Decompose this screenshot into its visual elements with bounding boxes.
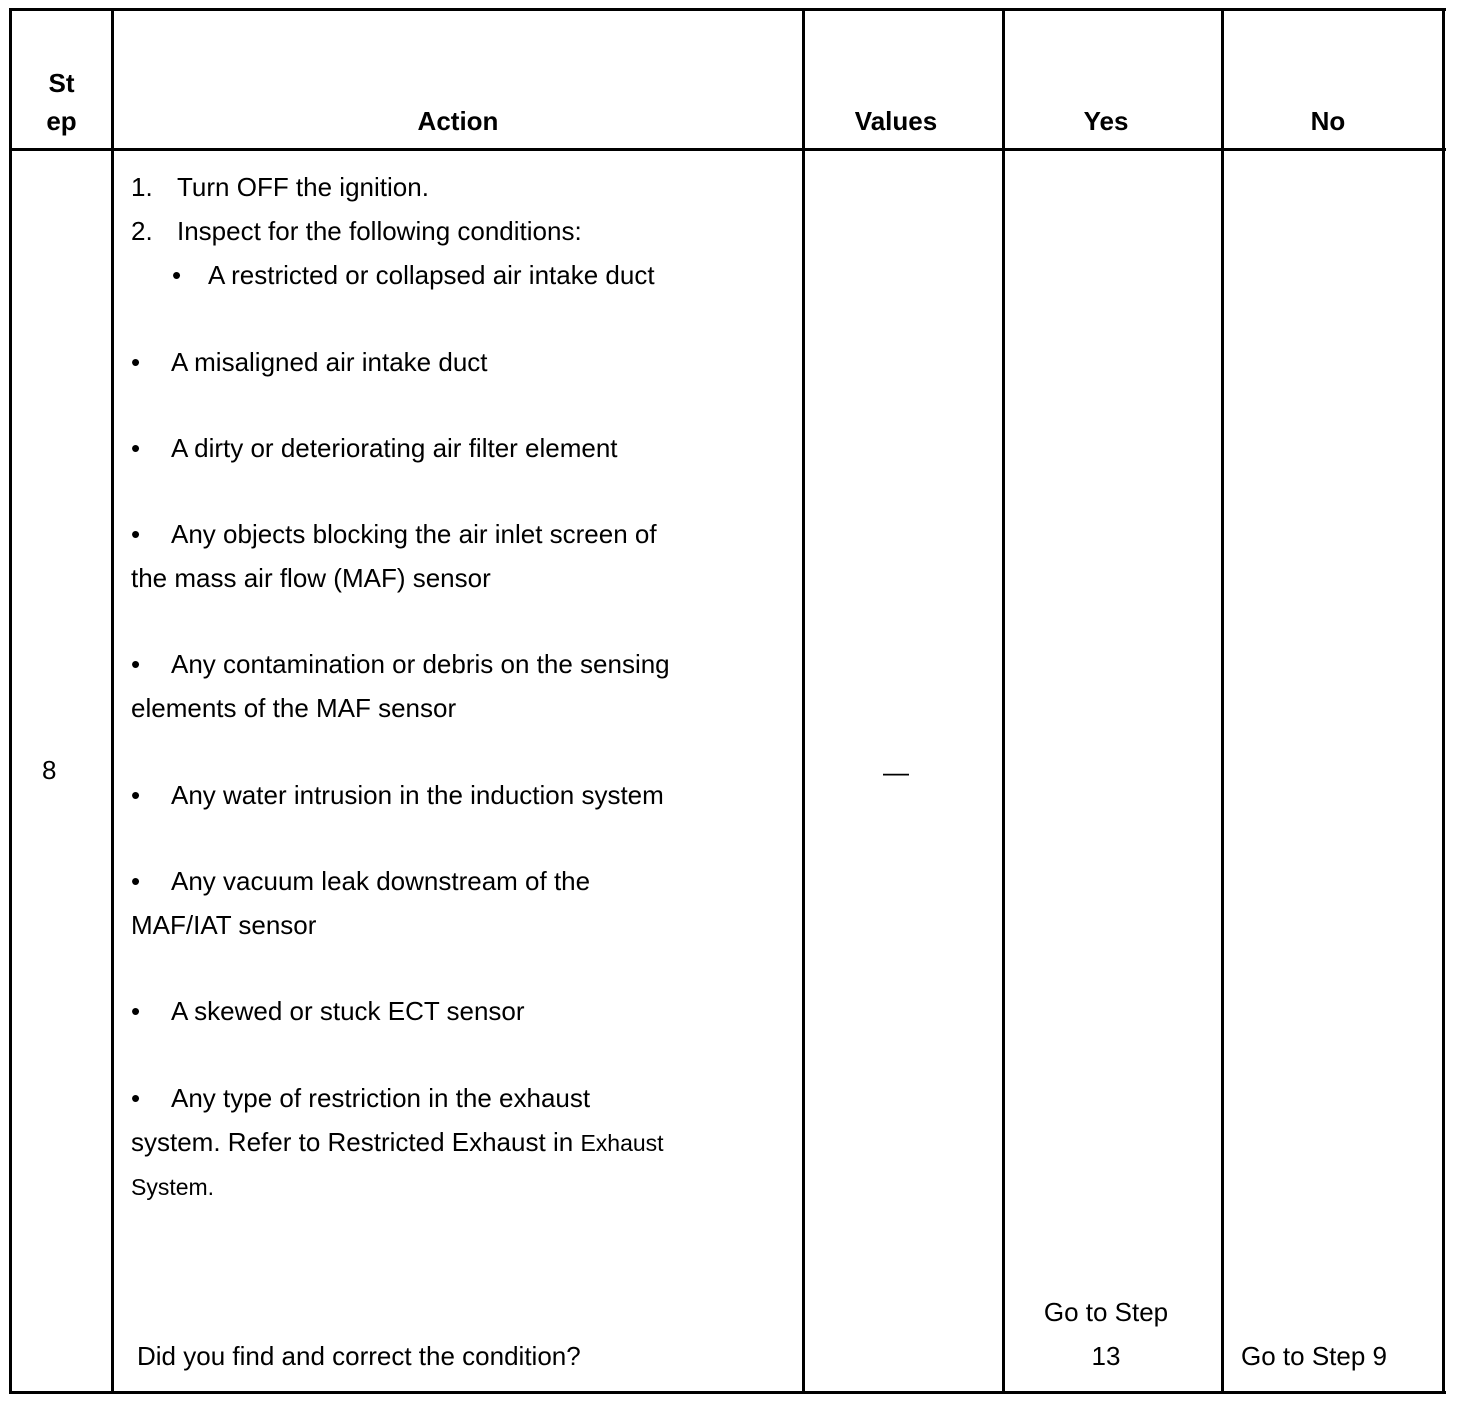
bullet-item-3-text: Any objects blocking the air inlet screen of bbox=[171, 519, 657, 549]
bullet-item-6 bbox=[131, 859, 590, 947]
numbered-item-2 bbox=[131, 209, 582, 253]
bullet-item-8-text: Any type of restriction in the exhaust bbox=[171, 1083, 591, 1113]
header-action: Action bbox=[417, 106, 499, 136]
bullet-item-6-text: Any vacuum leak downstream of the bbox=[171, 866, 591, 896]
in-word: in bbox=[552, 1127, 574, 1157]
bullet-item-8-continuation bbox=[131, 1120, 664, 1165]
bullet-item-4-text: Any contamination or debris on the sensing bbox=[171, 649, 670, 679]
table-top-border bbox=[9, 8, 1446, 11]
numbered-item-1 bbox=[131, 165, 429, 209]
table-right-border bbox=[1442, 8, 1445, 1394]
bullet-item-7 bbox=[131, 989, 525, 1033]
bullet-item-3 bbox=[131, 512, 657, 600]
sub-bullet-text: A restricted or collapsed air intake duct bbox=[208, 260, 655, 290]
bullet-item-5-text: Any water intrusion in the induction system bbox=[171, 780, 664, 810]
header-yes: Yes bbox=[1083, 106, 1129, 136]
bullet-mark: • bbox=[131, 519, 141, 549]
bullet-item-5 bbox=[131, 773, 664, 817]
header-step-line1: St bbox=[48, 68, 75, 98]
header-step bbox=[12, 64, 111, 140]
system-link-text: System. bbox=[131, 1174, 215, 1200]
numbered-item-1-text: Turn OFF the ignition. bbox=[177, 172, 429, 202]
numbered-item-2-text: Inspect for the following conditions: bbox=[177, 216, 582, 246]
bullet-item-2 bbox=[131, 426, 618, 470]
exhaust-link-text: Exhaust bbox=[580, 1130, 664, 1156]
col-divider-values bbox=[1002, 8, 1005, 1394]
header-values: Values bbox=[854, 106, 938, 136]
bullet-item-4-continuation: elements of the MAF sensor bbox=[131, 693, 457, 723]
bullet-item-6-continuation: MAF/IAT sensor bbox=[131, 910, 317, 940]
bullet-item-1-text: A misaligned air intake duct bbox=[171, 347, 488, 377]
yes-cell bbox=[1005, 1290, 1207, 1378]
bullet-item-1 bbox=[131, 340, 488, 384]
values-cell: — bbox=[883, 757, 909, 787]
bullet-mark: • bbox=[131, 866, 141, 896]
header-bottom-border bbox=[9, 148, 1446, 151]
table-bottom-border bbox=[9, 1391, 1446, 1394]
bullet-item-7-text: A skewed or stuck ECT sensor bbox=[171, 996, 525, 1026]
restricted-exhaust-reference: system. Refer to Restricted Exhaust bbox=[131, 1127, 546, 1157]
bullet-mark: • bbox=[131, 347, 141, 377]
numbered-item-2-num: 2. bbox=[131, 216, 153, 246]
bullet-mark: • bbox=[131, 433, 141, 463]
sub-bullet-mark: • bbox=[172, 260, 182, 290]
header-no: No bbox=[1310, 106, 1346, 136]
bullet-mark: • bbox=[131, 1083, 141, 1113]
question-text: Did you find and correct the condition? bbox=[137, 1341, 581, 1371]
step-number: 8 bbox=[42, 755, 57, 785]
bullet-item-2-text: A dirty or deteriorating air filter element bbox=[171, 433, 618, 463]
col-divider-step bbox=[111, 8, 114, 1394]
yes-cell-line1: Go to Step bbox=[1043, 1297, 1169, 1327]
bullet-mark: • bbox=[131, 780, 141, 810]
table-left-border bbox=[9, 8, 12, 1394]
col-divider-action bbox=[802, 8, 805, 1394]
col-divider-yes bbox=[1221, 8, 1224, 1394]
bullet-item-3-continuation: the mass air flow (MAF) sensor bbox=[131, 563, 491, 593]
no-cell: Go to Step 9 bbox=[1241, 1341, 1387, 1371]
yes-cell-line2: 13 bbox=[1091, 1341, 1121, 1371]
header-step-line2: ep bbox=[46, 106, 77, 136]
bullet-item-4 bbox=[131, 642, 670, 730]
numbered-item-1-num: 1. bbox=[131, 172, 153, 202]
bullet-item-8 bbox=[131, 1076, 664, 1209]
sub-bullet-item bbox=[172, 253, 655, 297]
bullet-mark: • bbox=[131, 996, 141, 1026]
bullet-mark: • bbox=[131, 649, 141, 679]
